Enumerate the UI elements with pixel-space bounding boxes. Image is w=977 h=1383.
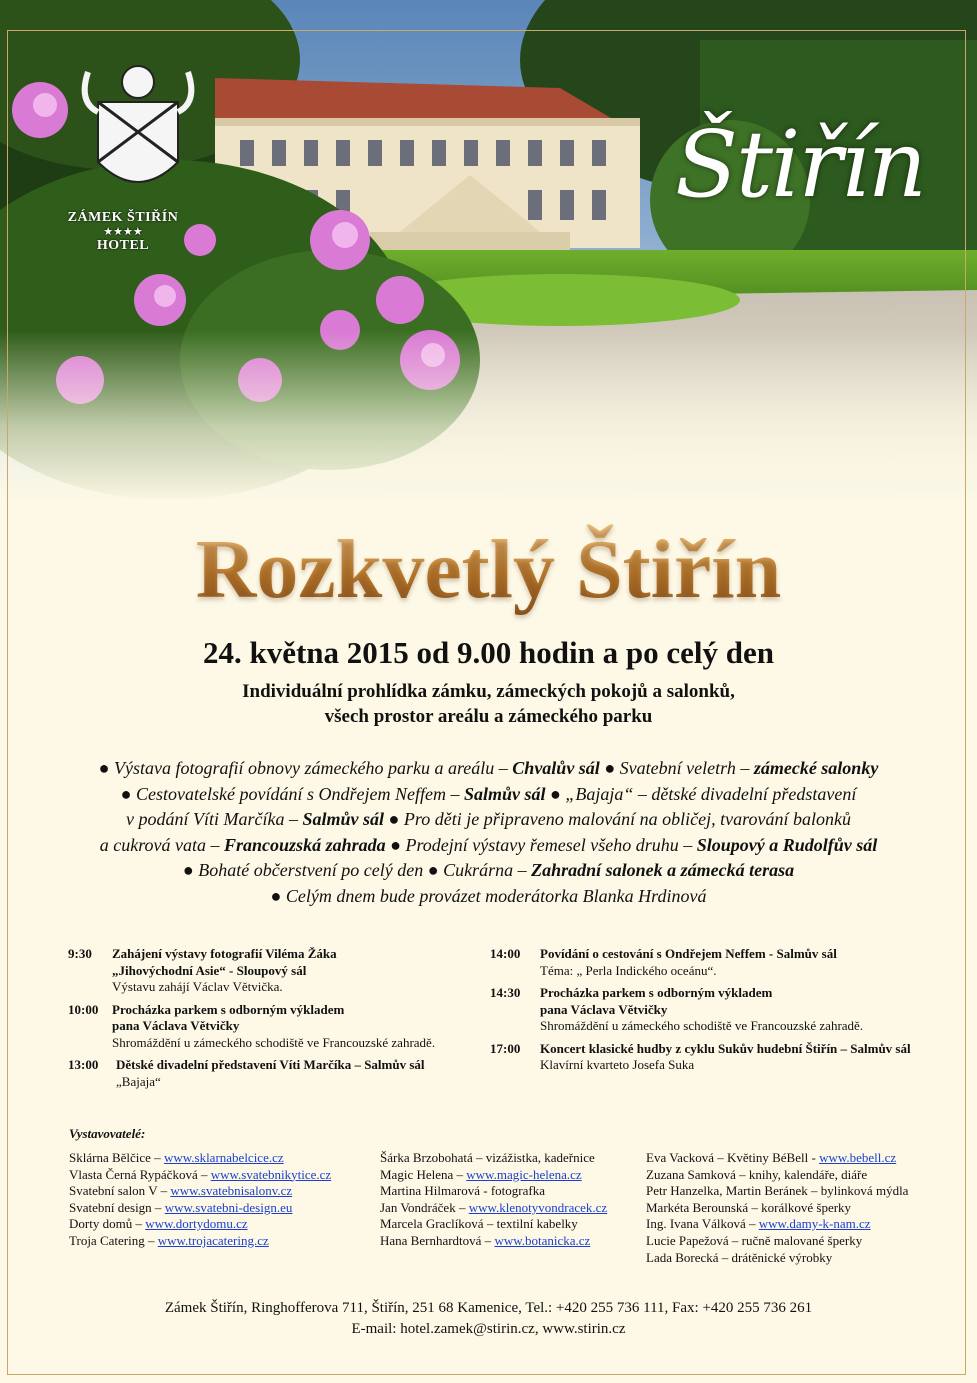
exhibitor-name: Marcela Graclíková – textilní kabelky	[380, 1216, 578, 1232]
exhibitors-column-1	[69, 1150, 331, 1250]
exhibitor-name: Dorty domů –	[69, 1216, 146, 1232]
program-venue: Francouzská zahrada	[224, 834, 386, 855]
schedule-entry	[490, 1041, 950, 1074]
schedule-time: 17:00	[490, 1040, 521, 1056]
exhibitor-name: Troja Catering –	[69, 1232, 158, 1248]
schedule-title: pana Václava Větvičky	[540, 1001, 668, 1017]
hotel-crest	[58, 210, 188, 254]
schedule-title: Procházka parkem s odborným výkladem	[112, 1001, 345, 1017]
exhibitor-name: Svatební design –	[69, 1199, 165, 1215]
exhibitor-item	[69, 1150, 331, 1167]
program-venue: Chvalův sál	[512, 758, 600, 778]
schedule-entry	[68, 946, 478, 996]
program-text: ● Výstava fotografií obnovy zámeckého parku a areálu –	[98, 758, 513, 778]
exhibitor-item	[380, 1150, 607, 1167]
exhibitor-item	[646, 1150, 908, 1167]
program-venue: Salmův sál	[302, 809, 385, 829]
exhibitor-name: Petr Hanzelka, Martin Beránek – bylinková mýdla	[646, 1183, 909, 1199]
program-text: ● Prodejní výstavy řemesel všeho druhu –	[385, 834, 697, 855]
program-line-5	[40, 858, 937, 884]
exhibitor-link[interactable]: www.bebell.cz	[819, 1150, 897, 1165]
photo-fade	[0, 330, 977, 505]
exhibitor-link[interactable]: www.dortydomu.cz	[145, 1216, 248, 1232]
schedule-note: Shromáždění u zámeckého schodiště ve Francouzské zahradě.	[112, 1034, 436, 1050]
exhibitor-name: Markéta Berounská – korálkové šperky	[646, 1199, 852, 1215]
schedule-time: 10:00	[68, 1001, 99, 1017]
castle-photo	[0, 0, 977, 500]
schedule-entry	[490, 946, 950, 979]
schedule-title: Zahájení výstavy fotografií Viléma Žáka	[112, 946, 337, 961]
exhibitor-item	[646, 1167, 908, 1184]
schedule-entry	[68, 1002, 478, 1052]
event-date: 24. května 2015 od 9.00 hodin a po celý den	[202, 635, 774, 670]
exhibitor-link[interactable]: www.sklarnabelcice.cz	[163, 1150, 284, 1165]
footer-contact: E-mail: hotel.zamek@stirin.cz, www.stirin.cz	[351, 1321, 626, 1337]
schedule-time: 13:00	[68, 1057, 99, 1072]
program-venue: Sloupový a Rudolfův sál	[696, 834, 878, 855]
exhibitor-name: Magic Helena –	[380, 1166, 467, 1182]
exhibitor-item	[380, 1183, 607, 1200]
exhibitor-link[interactable]: www.magic-helena.cz	[466, 1166, 582, 1182]
exhibitor-link[interactable]: www.klenotyvondracek.cz	[468, 1199, 608, 1215]
exhibitor-item	[380, 1216, 607, 1233]
program-text: a cukrová vata –	[99, 834, 225, 855]
exhibitor-item	[646, 1250, 908, 1267]
schedule-left	[68, 946, 478, 1096]
exhibitor-name: Lucie Papežová – ručně malované šperky	[646, 1232, 863, 1248]
exhibitor-link[interactable]: www.damy-k-nam.cz	[758, 1216, 871, 1232]
schedule-note: Téma: „ Perla Indického oceánu“.	[540, 962, 717, 978]
exhibitor-item	[646, 1216, 908, 1233]
program-venue: Salmův sál	[463, 783, 546, 804]
exhibitor-item	[646, 1233, 908, 1250]
exhibitor-name: Hana Bernhardtová –	[380, 1232, 495, 1248]
exhibitor-item	[69, 1183, 331, 1200]
exhibitor-name: Martina Hilmarová - fotografka	[380, 1183, 545, 1199]
exhibitors-column-2	[380, 1150, 607, 1250]
program-venue: zámecké salonky	[753, 758, 879, 778]
footer-address: Zámek Štiřín, Ringhofferova 711, Štiřín, 251 68 Kamenice, Tel.: +420 255 736 111, Fax: +420 255 736 261	[164, 1300, 813, 1316]
schedule-time: 14:00	[490, 946, 521, 961]
exhibitor-name: Sklárna Bělčice –	[69, 1150, 164, 1165]
exhibitor-item	[646, 1200, 908, 1217]
schedule-title: Procházka parkem s odborným výkladem	[540, 985, 773, 1000]
exhibitor-name: Lada Borecká – drátěnické výrobky	[646, 1249, 833, 1265]
crest-sub: HOTEL	[96, 238, 150, 253]
exhibitor-item	[646, 1183, 908, 1200]
exhibitor-name: Ing. Ivana Válková –	[646, 1216, 759, 1232]
program-text: ● „Bajaja“ – dětské divadelní představení	[545, 783, 857, 804]
exhibitor-link[interactable]: www.svatebnisalonv.cz	[170, 1183, 293, 1199]
schedule-title: Povídání o cestování s Ondřejem Neffem - Salmův sál	[540, 946, 837, 961]
exhibitor-name: Zuzana Samková – knihy, kalendáře, diáře	[646, 1166, 868, 1182]
script-logo: Štiřín	[674, 111, 926, 218]
exhibitor-item	[69, 1167, 331, 1184]
program-list	[40, 756, 937, 909]
exhibitor-name: Jan Vondráček –	[380, 1199, 469, 1215]
exhibitor-link[interactable]: www.botanicka.cz	[494, 1232, 591, 1248]
exhibitor-item	[69, 1216, 331, 1233]
program-text: ● Bohaté občerstvení po celý den ● Cukrárna –	[182, 860, 532, 880]
exhibitor-item	[69, 1200, 331, 1217]
program-line-3	[40, 807, 937, 833]
schedule-title: „Jihovýchodní Asie“ - Sloupový sál	[112, 962, 307, 978]
exhibitor-item	[380, 1200, 607, 1217]
subtitle-2: všech prostor areálu a zámeckého parku	[324, 706, 653, 727]
program-text: ● Cestovatelské povídání s Ondřejem Neffem –	[120, 783, 464, 804]
schedule-entry	[68, 1057, 478, 1090]
crest-stars: ★★★★	[103, 226, 143, 238]
program-text: ● Svatební veletrh –	[599, 758, 754, 778]
schedule-note: „Bajaja“	[116, 1073, 161, 1089]
program-text: ● Pro děti je připraveno malování na obličej, tvarování balonků	[384, 809, 851, 829]
schedule-note: Výstavu zahájí Václav Větvička.	[112, 979, 283, 994]
exhibitors-column-3	[646, 1150, 908, 1266]
schedule-right	[490, 946, 950, 1080]
schedule-title: Koncert klasické hudby z cyklu Sukův hudební Štiřín – Salmův sál	[540, 1040, 911, 1056]
schedule-note: Shromáždění u zámeckého schodiště ve Francouzské zahradě.	[540, 1018, 864, 1033]
exhibitors-heading: Vystavovatelé:	[69, 1126, 146, 1141]
exhibitor-link[interactable]: www.svatebni-design.eu	[164, 1199, 293, 1215]
schedule-title: pana Václava Větvičky	[112, 1018, 240, 1033]
exhibitor-link[interactable]: www.svatebnikytice.cz	[210, 1166, 332, 1182]
crest-name: ZÁMEK ŠTIŘÍN	[67, 210, 179, 225]
program-line-4	[40, 833, 937, 859]
program-line-2	[40, 782, 937, 808]
page-title: Rozkvetlý Štiřín	[0, 520, 977, 620]
exhibitor-name: Šárka Brzobohatá – vizážistka, kadeřnice	[380, 1150, 595, 1165]
program-line-6: ● Celým dnem bude provázet moderátorka Blanka Hrdinová	[270, 885, 707, 906]
exhibitor-item	[69, 1233, 331, 1250]
schedule-time: 14:30	[490, 985, 521, 1000]
schedule-time: 9:30	[68, 946, 92, 961]
schedule-title: Dětské divadelní představení Víti Marčíka – Salmův sál	[116, 1057, 425, 1072]
schedule-note: Klavírní kvarteto Josefa Suka	[540, 1057, 695, 1072]
program-line-1	[40, 756, 937, 782]
program-venue: Zahradní salonek a zámecká terasa	[531, 860, 795, 880]
program-text: v podání Víti Marčíka –	[126, 809, 303, 829]
exhibitor-item	[380, 1167, 607, 1184]
exhibitor-link[interactable]: www.trojacatering.cz	[157, 1232, 269, 1248]
schedule-entry	[490, 985, 950, 1035]
exhibitor-name: Vlasta Černá Rypáčková –	[69, 1166, 211, 1182]
exhibitor-name: Eva Vacková – Květiny BéBell -	[646, 1150, 820, 1165]
exhibitor-name: Svatební salon V –	[69, 1183, 171, 1199]
subtitle-1: Individuální prohlídka zámku, zámeckých pokojů a salonků,	[242, 681, 735, 702]
exhibitor-item	[380, 1233, 607, 1250]
